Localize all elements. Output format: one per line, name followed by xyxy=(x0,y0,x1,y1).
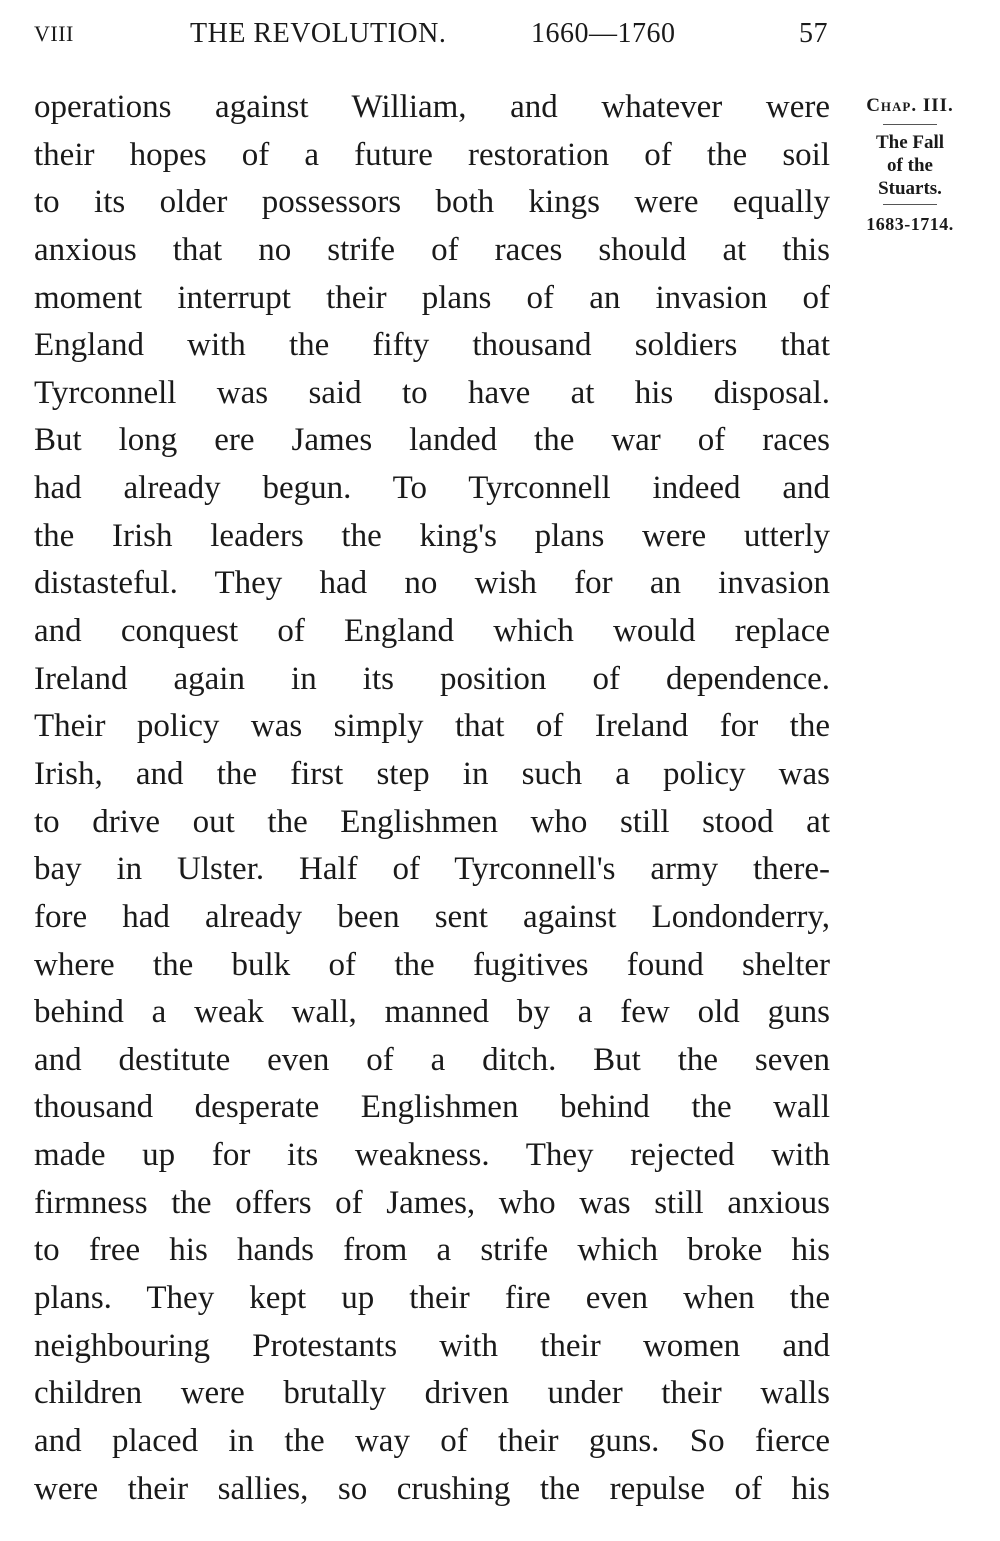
text-line: fore had already been sent against Londonderry, xyxy=(34,898,830,935)
text-line: But long ere James landed the war of races xyxy=(34,422,830,459)
margin-subject-line: of the xyxy=(887,155,933,176)
text-line: behind a weak wall, manned by a few old guns xyxy=(34,994,830,1031)
text-line: children were brutally driven under their walls xyxy=(34,1375,830,1412)
text-line: where the bulk of the fugitives found shelter xyxy=(34,946,830,983)
text-line: Ireland again in its position of dependence. xyxy=(34,660,830,697)
text-line: Irish, and the first step in such a policy was xyxy=(34,755,830,792)
margin-subject-line: The Fall xyxy=(875,132,945,153)
page-number: 57 xyxy=(799,18,828,49)
margin-chapter: Chap. III. xyxy=(866,95,954,116)
body-text xyxy=(34,84,830,1513)
running-dates: 1660—1760 xyxy=(531,18,676,49)
text-line: Tyrconnell was said to have at his disposal. xyxy=(34,374,830,411)
margin-rule xyxy=(883,204,937,205)
text-line: bay in Ulster. Half of Tyrconnell's army there- xyxy=(34,851,830,888)
text-line: distasteful. They had no wish for an invasion xyxy=(34,565,830,602)
text-line: anxious that no strife of races should at this xyxy=(34,231,830,268)
text-line: operations against William, and whatever were xyxy=(34,89,830,125)
margin-dates: 1683-1714. xyxy=(866,214,954,234)
text-line: made up for its weakness. They rejected with xyxy=(34,1137,830,1174)
text-line: moment interrupt their plans of an invasion of xyxy=(34,279,830,316)
text-line: the Irish leaders the king's plans were utterly xyxy=(34,517,830,554)
text-line: and conquest of England which would replace xyxy=(34,613,830,650)
text-line: firmness the offers of James, who was still anxious xyxy=(34,1184,830,1221)
text-line: plans. They kept up their fire even when the xyxy=(34,1280,830,1317)
running-title: THE REVOLUTION. xyxy=(190,18,447,49)
text-line: England with the fifty thousand soldiers that xyxy=(34,327,830,364)
text-line: neighbouring Protestants with their women and xyxy=(34,1327,830,1364)
text-line: to its older possessors both kings were equally xyxy=(34,184,830,221)
text-line: and destitute even of a ditch. But the seven xyxy=(34,1041,830,1078)
text-line: their hopes of a future restoration of the soil xyxy=(34,136,830,173)
running-head xyxy=(34,14,830,54)
text-line: and placed in the way of their guns. So fierce xyxy=(34,1422,830,1459)
text-line: had already begun. To Tyrconnell indeed and xyxy=(34,470,830,507)
margin-note xyxy=(852,92,968,237)
text-line: thousand desperate Englishmen behind the wall xyxy=(34,1089,830,1126)
text-line: to free his hands from a strife which broke his xyxy=(34,1232,830,1269)
text-line: were their sallies, so crushing the repulse of his xyxy=(34,1470,830,1507)
text-line: to drive out the Englishmen who still stood at xyxy=(34,803,830,840)
margin-rule xyxy=(883,124,937,125)
margin-subject-line: Stuarts. xyxy=(878,178,942,199)
section-number: VIII xyxy=(34,21,74,46)
text-line: Their policy was simply that of Ireland for the xyxy=(34,708,830,745)
